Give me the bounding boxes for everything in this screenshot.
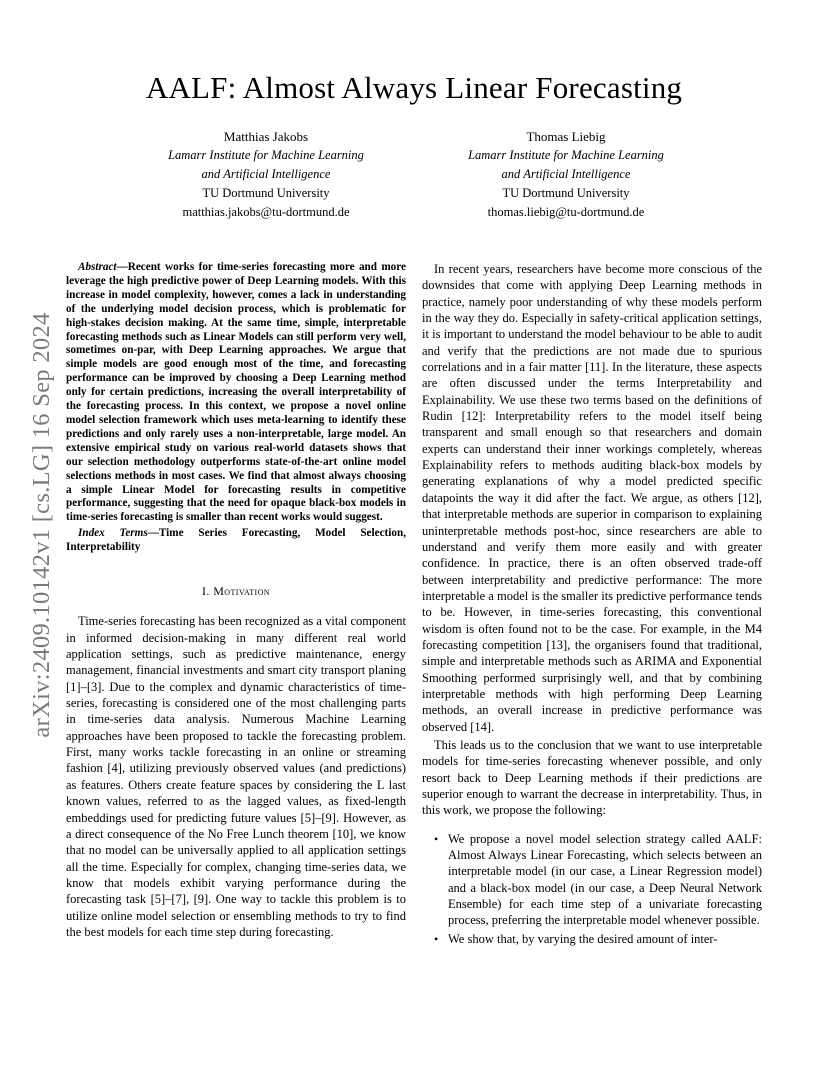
index-terms xyxy=(66,527,406,555)
body-paragraph: Time-series forecasting has been recognized as a vital component in informed decision-making in many different real world application settings, such as predictive maintenance, energy management, financial investments and smart city transport planing [1]–[3]. Due to the complex and dynamic characteristics of time-series, forecasting is considered one of the most challenging parts in time-series data analysis. Numerous Machine Learning approaches have been proposed to tackle the forecasting problem. First, many works tackle forecasting in an online or streaming fashion [4], utilizing previously observed values (and predictions) as features. Others create feature spaces by considering the L last known values, referred to as the lagged values, as fixed-length embeddings used for predicting future values [5]–[9]. However, as a direct consequence of the No Free Lunch theorem [10], we know that no model can be universally applied to all application settings all the time. Especially for complex, changing time-series data, we know that models exhibit varying performance during the forecasting task [5]–[7], [9]. One way to tackle this problem is to utilize online model selection or ensembling methods to try to find the best models for each time step during forecasting. xyxy=(66,614,406,939)
index-terms-text: —Time Series Forecasting, Model Selection, Interpretability xyxy=(66,527,406,554)
list-item xyxy=(422,931,762,947)
list-item-text: We propose a novel model selection strategy called AALF: Almost Always Linear Forecasting, which selects between an interpretable model (in our case, a Linear Regression model) and a black-box model (in our case, a Deep Neural Network Ensemble) for each time step of a univariate forecasting process, preferring the interpretable model whenever possible. xyxy=(448,831,762,928)
author-university: TU Dortmund University xyxy=(502,186,630,200)
author-affiliation: Lamarr Institute for Machine Learning xyxy=(168,148,364,162)
author-email: thomas.liebig@tu-dortmund.de xyxy=(487,205,645,219)
left-column xyxy=(66,261,406,940)
list-item xyxy=(422,831,762,929)
body-paragraph: This leads us to the conclusion that we want to use interpretable models for time-series forecasting whenever possible, and only resort back to Deep Learning methods if their predictions are superior enough to warrant the decrease in interpretability. Thus, in this work, we propose the following: xyxy=(422,737,762,818)
author-block-1 xyxy=(136,127,396,222)
paper-title: AALF: Almost Always Linear Forecasting xyxy=(145,70,683,105)
arxiv-identifier: arXiv:2409.10142v1 [cs.LG] 16 Sep 2024 xyxy=(28,312,55,738)
author-block-2 xyxy=(436,127,696,222)
index-terms-label: Index Terms xyxy=(78,527,148,540)
arxiv-sidebar xyxy=(22,290,62,760)
author-name: Matthias Jakobs xyxy=(223,129,309,144)
abstract-text: —Recent works for time-series forecasting more and more leverage the high predictive power of Deep Learning models. With this increase in model complexity, however, comes a lack in understanding of the underlying model decision process, which is problematic for high-stakes decision making. At the same time, simple, interpretable forecasting methods such as Linear Models can still perform very well, sometimes on-par, with Deep Learning approaches. We argue that simple models are good enough most of the time, and forecasting performance can be improved by choosing a Deep Learning method only for certain predictions, increasing the overall interpretability of the forecasting process. In this context, we propose a novel online model selection framework which uses meta-learning to identify these predictions and only rarely uses a non-interpretable, large model. An extensive empirical study on various real-world datasets shows that our selection methodology outperforms state-of-the-art online model selections methods in most cases. We find that almost always choosing a simple Linear Model for forecasting results in competitive performance, suggesting that the need for opaque black-box models in time-series forecasting is smaller than recent works would suggest. xyxy=(66,261,406,524)
abstract-label: Abstract xyxy=(78,261,117,273)
author-name: Thomas Liebig xyxy=(526,129,606,144)
author-email: matthias.jakobs@tu-dortmund.de xyxy=(182,205,350,219)
list-item-text: We show that, by varying the desired amount of inter- xyxy=(448,931,718,946)
abstract xyxy=(66,261,406,525)
author-affiliation: Lamarr Institute for Machine Learning xyxy=(468,148,664,162)
author-affiliation: and Artificial Intelligence xyxy=(501,167,631,181)
section-heading: I. Motivation xyxy=(202,584,270,599)
right-column xyxy=(422,261,762,949)
author-affiliation: and Artificial Intelligence xyxy=(201,167,331,181)
contribution-list xyxy=(422,831,762,947)
author-university: TU Dortmund University xyxy=(202,186,330,200)
body-paragraph: In recent years, researchers have become more conscious of the downsides that come with applying Deep Learning methods in practice, namely poor understanding of why these models perform in the way they do. Especially in safety-critical application settings, it is important to understand the model behaviour to be able to audit and verify that the predictions are not made due to spurious correlations and in a fair matter [11]. In the literature, these aspects are often discussed under the terms Interpretability and Explainability. We use these two terms based on the definitions of Rudin [12]: Interpretability refers to the model itself being transparent and small enough so that researchers and domain experts can understand their inner workings completely, whereas Explainability refers to methods auditing black-box models by generating explanations of why a model predicted specific datapoints the way it did after the fact. We argue, as others [12], that interpretable methods are superior in comparison to explaining uninterpretable methods post-hoc, since researchers are able to understand and verify them more easily and with greater confidence. In practice, there is an often observed trade-off between interpretability and predictive performance: The more interpretable a model is the smaller its predictive performance tends to be. However, in time-series forecasting, this conventional wisdom is often found not to be the case. For example, in the M4 forecasting competition [13], the organisers found that traditional, simple and interpretable methods such as ARIMA and Exponential Smoothing performed surprisingly well, and that by combining interpretable methods with high performing Deep Learning methods, an overall increase in predictive performance was observed [14]. xyxy=(422,262,762,734)
bullet-icon: • xyxy=(434,831,439,846)
bullet-icon: • xyxy=(434,931,439,946)
